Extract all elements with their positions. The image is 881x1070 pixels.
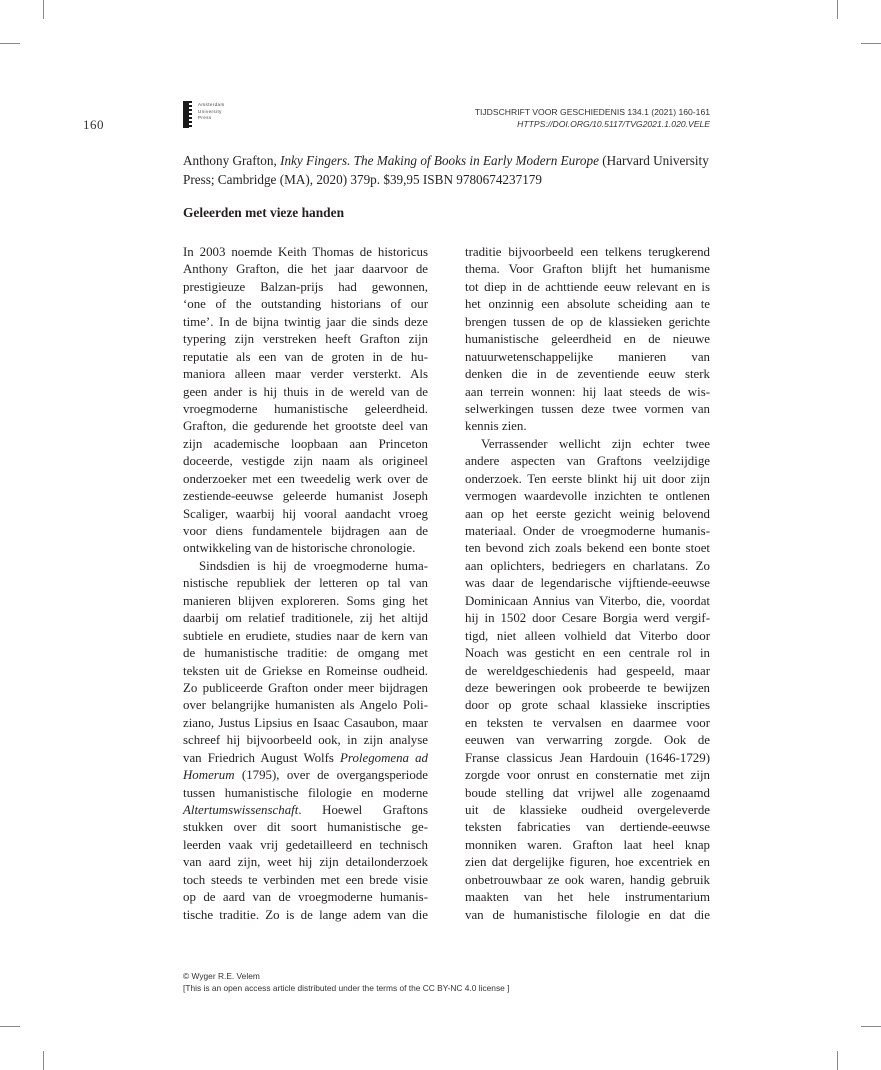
text-line: deze beweringen ook probeerde te bewijzen: [465, 680, 710, 695]
text-segment: van Friedrich August Wolfs: [183, 750, 341, 765]
logo-line: University: [198, 108, 222, 114]
text-line: was daar de legendarische vijftiende-eeuwse: [465, 576, 710, 591]
doi-link[interactable]: HTTPS://DOI.ORG/10.5117/TVG2021.1.020.VELE: [517, 119, 710, 129]
text-line: zijn academische loopbaan aan Princeton: [183, 436, 428, 451]
journal-header: [475, 106, 710, 130]
text-line: onbetrouwbaar ze ook waren, handig gebruik: [465, 872, 710, 887]
italic-title-homerum: Homerum: [183, 768, 235, 783]
text-line: maniora alleen maar verder versterkt. Als: [183, 367, 428, 382]
text-column-left: [183, 244, 428, 924]
text-line: zestiende-eeuwse geleerde humanist Joseph: [183, 489, 428, 504]
crop-mark-bottom-right-horizontal: [861, 1026, 881, 1027]
text-line: Franse classicus Jean Hardouin (1646-1729): [465, 750, 710, 765]
text-line: uit de klassieke oudheid overgeleverde: [465, 803, 710, 817]
crop-mark-top-right-horizontal: [861, 43, 881, 44]
citation-author: Anthony Grafton,: [183, 153, 281, 168]
text-line: subtiele en erudiete, studies naar de kern van: [183, 628, 428, 643]
text-line: ‘one of the outstanding historians of our: [183, 297, 428, 312]
text-line: aan op het eerste gezicht weinig belovend: [465, 506, 710, 521]
text-line: en teksten te vervalsen en daarmee voor: [465, 715, 710, 730]
text-line: tigd, niet alleen volhield dat Viterbo door: [465, 628, 710, 643]
text-line: het onzinnig een absolute scheiding aan te: [465, 297, 710, 312]
text-line: Dominicaan Annius van Viterbo, die, voordat: [465, 593, 710, 608]
text-line: stukken over dit soort humanistische ge-: [183, 820, 428, 835]
text-line: de humanistische traditie: de omgang met: [183, 646, 428, 661]
text-line: materiaal. Onder de vroegmoderne humanis-: [465, 524, 710, 538]
text-line: hij in 1502 door Cesare Borgia werd vergif-: [465, 611, 710, 626]
publisher-logo: [183, 101, 225, 129]
text-line: [183, 802, 428, 819]
text-line: brengen tussen de op de klassieken gerichte: [465, 314, 710, 329]
text-line: typering zijn verstreken heeft Grafton zijn: [183, 332, 428, 347]
italic-title-prolegomena: Prolegomena ad: [340, 750, 428, 765]
text-line: teksten uit de Griekse en Romeinse oudheid.: [183, 663, 428, 678]
amsterdam-university-press-logo-icon: [183, 101, 189, 128]
text-line: andere aspecten van Graftons veelzijdige: [465, 454, 710, 469]
citation-publisher-details: Press; Cambridge (MA), 2020) 379p. $39,95 ISBN 9780674237179: [183, 172, 542, 187]
text-line: nistische republiek der letteren op tal van: [183, 576, 428, 591]
text-line: teksten fabricaties van dertiende-eeuwse: [465, 820, 710, 835]
text-line: tische traditie. Zo is de lange adem van die: [183, 907, 428, 922]
text-line: time’. In de bijna twintig jaar die sinds deze: [183, 314, 428, 329]
text-line: Sindsdien is hij de vroegmoderne huma-: [199, 558, 428, 573]
crop-mark-bottom-left-vertical: [43, 1051, 44, 1070]
text-line: voor diens fundamentele bijdragen aan de: [183, 524, 428, 538]
text-line: Verrassender wellicht zijn echter twee: [481, 436, 710, 451]
text-line: manieren blijven exploreren. Soms ging het: [183, 593, 428, 608]
text-line: traditie bijvoorbeeld een telkens terugkerend: [465, 245, 710, 259]
logo-line: Press: [198, 115, 212, 120]
text-line: tussen humanistische filologie en moderne: [183, 785, 428, 800]
text-line: selwerkingen tussen deze twee vormen van: [465, 401, 710, 416]
text-segment: (1795), over de overgangsperiode: [234, 768, 428, 783]
text-line: daarbij om relatief traditionele, zij het altijd: [183, 611, 428, 626]
text-line: natuurwetenschappelijke manieren van: [465, 349, 710, 364]
page-footer: [183, 971, 509, 994]
text-line: geen ander is hij thuis in de wereld van de: [183, 384, 428, 399]
text-line: van aard zijn, weet hij zijn detailonderzoek: [183, 855, 428, 870]
text-line: de wereldgeschiedenis had gespeeld, maar: [465, 663, 710, 678]
text-line: vroegmoderne humanistische geleerdheid.: [183, 401, 428, 416]
text-line: leerden vaak vrij gedetailleerd en technisch: [183, 837, 428, 852]
crop-mark-bottom-left-horizontal: [0, 1026, 20, 1027]
text-line: doceerde, vestigde zijn naam als origineel: [183, 454, 428, 469]
text-line: eeuwen van verwarring zorgde. Ook de: [465, 733, 710, 748]
text-line: boude stelling dat vrijwel alle zogenaamd: [465, 785, 710, 800]
journal-title: TIJDSCHRIFT VOOR GESCHIEDENIS 134.1 (2021) 160-161: [474, 107, 710, 117]
text-line: monniken waren. Grafton laat heel knap: [465, 837, 710, 852]
italic-term-altertumswissenschaft: Altertumswissenschaft: [183, 803, 299, 817]
text-line: vermogen waardevolle inzichten te ontlenen: [465, 489, 710, 504]
crop-mark-bottom-right-vertical: [837, 1051, 838, 1070]
text-line: Noach was gesticht en een centrale rol in: [465, 646, 710, 661]
text-line: onderzoek. Ten eerste blinkt hij uit door zijn: [465, 471, 710, 486]
logo-line: Amsterdam: [198, 102, 225, 107]
text-line: ontwikkeling van de historische chronologie.: [183, 541, 416, 556]
text-line: over belangrijke humanisten als Angelo Poli-: [183, 698, 428, 713]
text-line: door op grote schaal klassieke inscripties: [465, 698, 710, 713]
book-citation: [183, 151, 713, 189]
text-line: zorgde voor onrust en consternatie met zijn: [465, 768, 710, 783]
license-notice: [This is an open access article distributed under the terms of the CC BY-NC 4.0 license ]: [183, 982, 510, 993]
text-line: toch steeds te verbinden met een brede visie: [183, 872, 428, 887]
text-line: maakten van het hele instrumentarium: [465, 890, 710, 905]
text-line: aan oplichters, bedriegers en charlatans. Zo: [465, 558, 710, 573]
text-column-right: [465, 244, 710, 924]
text-line: Scaliger, waarbij hij vooral aandacht vroeg: [183, 506, 428, 521]
text-line: onderzoeker met een tweedelig werk over de: [183, 471, 428, 486]
text-line: schreef hij bijvoorbeeld ook, in zijn analyse: [183, 733, 428, 748]
text-line: zien dat dergelijke figuren, hoe excentriek en: [465, 855, 710, 870]
text-line: van de humanistische filologie en dat die: [465, 907, 710, 922]
publisher-logo-text: [198, 102, 225, 122]
text-line: [183, 750, 428, 767]
page-number: 160: [83, 117, 104, 132]
crop-mark-top-right-vertical: [837, 0, 838, 19]
text-line: Anthony Grafton, die het jaar daarvoor de: [183, 262, 428, 277]
text-line: ten bevond zich zoals bekend een bonte stoet: [465, 541, 710, 556]
text-line: tot diep in de achttiende eeuw relevant en is: [465, 279, 710, 294]
copyright-notice: © Wyger R.E. Velem: [183, 971, 260, 981]
text-segment: . Hoewel Graftons: [298, 803, 428, 817]
citation-publisher: (Harvard University: [598, 153, 709, 168]
text-line: thema. Voor Grafton blijft het humanisme: [465, 262, 710, 277]
text-line: reputatie als een van de groten in de hu-: [183, 349, 428, 364]
crop-mark-top-left-vertical: [43, 0, 44, 19]
text-line: prestigieuze Balzan-prijs had gewonnen,: [183, 279, 428, 294]
crop-mark-top-left-horizontal: [0, 43, 20, 44]
text-line: aan terrein wonnen: hij laat steeds de wis-: [465, 384, 710, 399]
text-line: Zo publiceerde Grafton onder meer bijdragen: [183, 680, 428, 695]
review-heading: Geleerden met vieze handen: [183, 205, 345, 220]
text-line: humanistische geleerdheid en de nieuwe: [465, 332, 710, 347]
text-line: [183, 767, 428, 784]
text-line: Grafton, die gedurende het grootste deel van: [183, 419, 428, 434]
text-line: In 2003 noemde Keith Thomas de historicus: [183, 245, 428, 259]
text-line: denken die in de zeventiende eeuw sterk: [465, 367, 710, 382]
text-line: op de aard van de vroegmoderne humanis-: [183, 890, 428, 905]
citation-book-title: Inky Fingers. The Making of Books in Early Modern Europe: [280, 153, 599, 168]
text-line: ziano, Justus Lipsius en Isaac Casaubon, maar: [183, 715, 428, 730]
text-line: kennis zien.: [465, 419, 527, 434]
